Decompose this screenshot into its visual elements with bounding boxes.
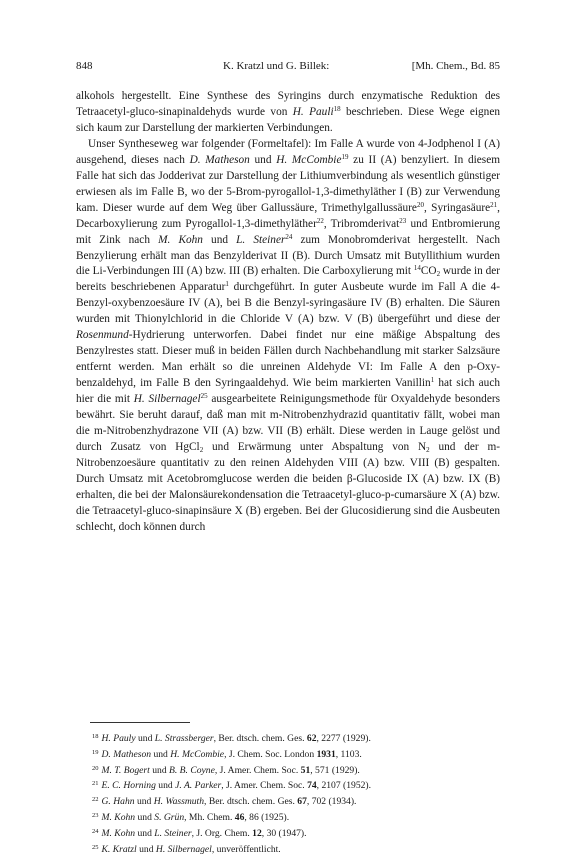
footnote-number: 18 — [92, 733, 99, 740]
footnote-rule — [90, 722, 190, 723]
footnote-text: M. Kohn und L. Steiner, J. Org. Chem. 12, 30 (1947). — [101, 827, 307, 839]
page-number: 848 — [76, 60, 93, 72]
footnote — [92, 825, 500, 841]
footnote-text: H. Pauly und L. Strassberger, Ber. dtsch. chem. Ges. 62, 2277 (1929). — [101, 733, 371, 744]
footnote-number: 25 — [92, 843, 99, 851]
footnote-number: 23 — [92, 811, 99, 819]
paragraph: alkohols hergestellt. Eine Synthese des Syringins durch enzymatische Reduktion des Tetraacetyl-gluco-sinapinaldehyds wurde von H. Pauli$^{18}$ beschrieben. Diese Wege eignen sich kaum zur Darstellung der markierten Verbindungen. — [76, 90, 500, 134]
footnotes — [92, 730, 500, 856]
footnote-text: M. T. Bogert und B. B. Coyne, J. Amer. Chem. Soc. 51, 571 (1929). — [101, 764, 360, 776]
journal-reference: [Mh. Chem., Bd. 85 — [411, 60, 500, 72]
footnote — [92, 793, 500, 809]
footnote — [92, 809, 500, 825]
footnote — [92, 730, 500, 746]
footnote-number: 21 — [92, 780, 99, 788]
footnote-number: 19 — [92, 748, 99, 756]
footnote-text: D. Matheson und H. McCombie, J. Chem. Soc. London 1931, 1103. — [101, 748, 362, 760]
body-text — [76, 89, 500, 536]
footnote — [92, 777, 500, 793]
page-header — [76, 60, 500, 74]
paragraph: Unser Syntheseweg war folgender (Formeltafel): Im Falle A wurde von 4-Jodphenol I (A) ausgehend, dieses nach D. Matheson und H. McCombie$^{19}$ zu II (A) benzyliert. In diesem Falle hat sich das Jodderivat zur Darstellung der Lithiumverbindung als wesentlich günstiger erwiesen als im Falle B, wo der 5-Brom-pyrogallol-1,3-dimethyläther I (B) zur Verwendung kam. Dieser wurde auf dem Weg über Gallussäure, Trimethylgallussäure$^{20}$, Syringasäure$^{21}$, Decarboxylierung zum Pyrogallol-1,3-dimethyläther$^{22}$, Tribromderivat$^{23}$ und Entbromierung mit Zink nach M. Kohn und L. Steiner$^{24}$ zum Monobromderivat hergestellt. Nach Benzylierung erhält man das Benzylderivat II (B). Durch Umsatz mit Butyllithium wurden die Li-Verbindungen III (A) bzw. III (B) erhalten. Die Carboxylierung mit $^{14}CO_2$ wurde in der bereits beschriebenen Apparatur$^1$ durchgeführt. In guter Ausbeute wurde im Fall A die 4-Benzyl-oxybenzoesäure IV (A), bei B die Benzyl-syringasäure IV (B) erhalten. Die Säuren wurden mit Thionylchlorid in die Chloride V (A) bzw. V (B) übergeführt und diese der Rosenmund-Hydrierung unterworfen. Dabei findet nur eine mäßige Abspaltung des Benzylrestes statt. Dieser muß in beiden Fällen durch Nachbehandlung mit starker Salzsäure entfernt werden. Man erhält so die unreinen Aldehyde VI: Im Falle A den p-Oxy-benzaldehyd, im Falle B den Syringaaldehyd. Wie beim markierten Vanillin$^1$ hat sich auch hier die mit H. Silbernagel$^{25}$ ausgearbeitete Reinigungsmethode für Oxyaldehyde besonders bewährt. Sie beruht darauf, daß man mit m-Nitrobenzhydrazid quantitativ fällt, wobei man die m-Nitrobenzhydrazone VII (A) bzw. VII (B) erhält. Diese werden in Lauge gelöst und durch Zusatz von HgCl$_2$ und Erwärmung unter Abspaltung von $N_2$ und der m-Nitrobenzoesäure quantitativ zu den reinen Aldehyden VIII (A) bzw. VIII (B) gespalten. Durch Umsatz mit Acetobromglucose werden die beiden β-Glucoside IX (A) bzw. IX (B) erhalten, die bei der Malonsäurekondensation die Tetraacetyl-gluco-p-cumarsäure X (A) bzw. die Tetraacetyl-gluco-sinapinsäure X (B) ergeben. Bei der Glucosidierung sind die Ausbeuten schlecht, doch können durch — [76, 137, 501, 533]
footnote — [92, 841, 500, 857]
footnote — [92, 762, 500, 778]
footnote-number: 22 — [92, 796, 99, 804]
footnote-text: E. C. Horning und J. A. Parker, J. Amer. Chem. Soc. 74, 2107 (1952). — [101, 780, 372, 792]
footnote-text: M. Kohn und S. Grün, Mh. Chem. 46, 86 (1925). — [101, 811, 290, 823]
footnote-text: K. Kratzl und H. Silbernagel, unveröffentlicht. — [101, 843, 281, 855]
footnote-number: 20 — [92, 764, 99, 772]
running-head: K. Kratzl und G. Billek: — [223, 60, 330, 72]
footnote-text: G. Hahn und H. Wassmuth, Ber. dtsch. chem. Ges. 67, 702 (1934). — [101, 796, 357, 808]
footnote — [92, 746, 500, 762]
footnote-number: 24 — [92, 827, 99, 835]
